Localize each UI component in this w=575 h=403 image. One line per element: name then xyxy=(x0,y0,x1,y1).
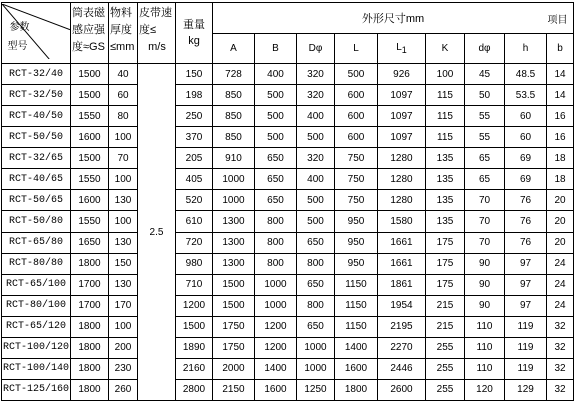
dim-cell: 750 xyxy=(335,190,378,211)
dim-cell: 400 xyxy=(297,169,335,190)
dim-cell: 55 xyxy=(465,106,505,127)
dim-cell: 2600 xyxy=(378,379,426,400)
dim-cell: 1000 xyxy=(255,274,297,295)
dim-col-K: K xyxy=(426,34,465,64)
dim-cell: 1097 xyxy=(378,106,426,127)
material-cell: 230 xyxy=(109,358,138,379)
dim-cell: 1500 xyxy=(213,295,255,316)
dim-cell: 800 xyxy=(255,232,297,253)
weight-cell: 2800 xyxy=(176,379,213,400)
weight-cell: 520 xyxy=(176,190,213,211)
model-cell: RCT-40/65 xyxy=(2,169,71,190)
material-cell: 100 xyxy=(109,211,138,232)
dim-col-B: B xyxy=(255,34,297,64)
dim-cell: 32 xyxy=(547,337,574,358)
table-row xyxy=(2,211,574,232)
dim-cell: 2000 xyxy=(213,358,255,379)
dim-cell: 70 xyxy=(465,211,505,232)
dim-cell: 32 xyxy=(547,379,574,400)
dim-cell: 1750 xyxy=(213,337,255,358)
dim-cell: 800 xyxy=(255,211,297,232)
table-row xyxy=(2,232,574,253)
weight-cell: 405 xyxy=(176,169,213,190)
material-cell: 40 xyxy=(109,64,138,85)
dim-cell: 215 xyxy=(426,316,465,337)
dim-cell: 500 xyxy=(255,85,297,106)
table-row xyxy=(2,316,574,337)
dim-cell: 1300 xyxy=(213,253,255,274)
header-magnet-strength: 筒表磁 感应强 度≈GS xyxy=(71,3,109,64)
dim-cell: 1500 xyxy=(213,274,255,295)
model-cell: RCT-100/120 xyxy=(2,337,71,358)
weight-cell: 370 xyxy=(176,127,213,148)
model-cell: RCT-50/50 xyxy=(2,127,71,148)
dim-cell: 60 xyxy=(505,127,547,148)
dim-cell: 14 xyxy=(547,85,574,106)
table-row xyxy=(2,169,574,190)
table-row xyxy=(2,337,574,358)
magnet-cell: 1700 xyxy=(71,274,109,295)
material-cell: 60 xyxy=(109,85,138,106)
dim-cell: 320 xyxy=(297,64,335,85)
material-cell: 170 xyxy=(109,295,138,316)
magnet-cell: 1600 xyxy=(71,190,109,211)
dim-cell: 1150 xyxy=(335,295,378,316)
magnet-cell: 1800 xyxy=(71,358,109,379)
dim-cell: 110 xyxy=(465,358,505,379)
magnet-cell: 1500 xyxy=(71,64,109,85)
dim-cell: 1300 xyxy=(213,232,255,253)
dim-cell: 600 xyxy=(335,106,378,127)
table-row xyxy=(2,85,574,106)
dim-cell: 650 xyxy=(255,148,297,169)
model-cell: RCT-50/65 xyxy=(2,190,71,211)
dim-cell: 950 xyxy=(335,253,378,274)
dim-cell: 2150 xyxy=(213,379,255,400)
dim-cell: 320 xyxy=(297,85,335,106)
dim-cell: 20 xyxy=(547,190,574,211)
dim-cell: 850 xyxy=(213,106,255,127)
dim-cell: 69 xyxy=(505,169,547,190)
material-cell: 130 xyxy=(109,190,138,211)
weight-cell: 250 xyxy=(176,106,213,127)
dim-cell: 750 xyxy=(335,169,378,190)
dim-cell: 120 xyxy=(465,379,505,400)
dim-cell: 69 xyxy=(505,148,547,169)
dim-col-h: h xyxy=(505,34,547,64)
dim-cell: 175 xyxy=(426,232,465,253)
header-model-label: 型号 xyxy=(7,40,28,52)
dim-cell: 1861 xyxy=(378,274,426,295)
material-cell: 260 xyxy=(109,379,138,400)
dim-cell: 500 xyxy=(335,64,378,85)
dim-cell: 65 xyxy=(465,148,505,169)
dim-cell: 1097 xyxy=(378,127,426,148)
dim-cell: 90 xyxy=(465,295,505,316)
weight-cell: 980 xyxy=(176,253,213,274)
weight-cell: 1890 xyxy=(176,337,213,358)
dim-cell: 255 xyxy=(426,358,465,379)
dim-cell: 2195 xyxy=(378,316,426,337)
weight-cell: 1500 xyxy=(176,316,213,337)
dim-cell: 2270 xyxy=(378,337,426,358)
magnet-cell: 1800 xyxy=(71,337,109,358)
magnet-cell: 1650 xyxy=(71,232,109,253)
table-row xyxy=(2,274,574,295)
model-cell: RCT-32/50 xyxy=(2,85,71,106)
dim-cell: 55 xyxy=(465,127,505,148)
dim-cell: 119 xyxy=(505,337,547,358)
weight-cell: 2160 xyxy=(176,358,213,379)
weight-cell: 205 xyxy=(176,148,213,169)
dim-cell: 32 xyxy=(547,316,574,337)
magnet-cell: 1800 xyxy=(71,253,109,274)
dim-cell: 60 xyxy=(505,106,547,127)
dim-col-L: L xyxy=(335,34,378,64)
dim-cell: 500 xyxy=(297,211,335,232)
dim-cell: 135 xyxy=(426,190,465,211)
dim-cell: 215 xyxy=(426,295,465,316)
dim-cell: 119 xyxy=(505,316,547,337)
magnet-cell: 1550 xyxy=(71,106,109,127)
table-row xyxy=(2,190,574,211)
dim-cell: 2446 xyxy=(378,358,426,379)
dim-cell: 800 xyxy=(297,295,335,316)
dim-cell: 50 xyxy=(465,85,505,106)
dim-cell: 115 xyxy=(426,85,465,106)
table-row xyxy=(2,295,574,316)
dim-cell: 650 xyxy=(297,316,335,337)
dim-cell: 16 xyxy=(547,127,574,148)
dim-cell: 926 xyxy=(378,64,426,85)
dim-cell: 32 xyxy=(547,358,574,379)
dim-cell: 1150 xyxy=(335,274,378,295)
table-row xyxy=(2,358,574,379)
magnet-cell: 1700 xyxy=(71,295,109,316)
material-cell: 200 xyxy=(109,337,138,358)
dim-col-A: A xyxy=(213,34,255,64)
dim-cell: 500 xyxy=(255,127,297,148)
dim-cell: 1000 xyxy=(213,190,255,211)
dim-cell: 14 xyxy=(547,64,574,85)
dim-cell: 1661 xyxy=(378,232,426,253)
material-cell: 130 xyxy=(109,232,138,253)
weight-cell: 150 xyxy=(176,64,213,85)
dim-cell: 115 xyxy=(426,127,465,148)
magnet-cell: 1800 xyxy=(71,316,109,337)
dim-cell: 53.5 xyxy=(505,85,547,106)
dim-cell: 20 xyxy=(547,232,574,253)
dim-cell: 129 xyxy=(505,379,547,400)
model-cell: RCT-65/100 xyxy=(2,274,71,295)
dim-col-L1: $L_1$ xyxy=(378,34,426,64)
magnet-cell: 1500 xyxy=(71,85,109,106)
dim-cell: 650 xyxy=(255,169,297,190)
dim-cell: 48.5 xyxy=(505,64,547,85)
dim-cell: 70 xyxy=(465,232,505,253)
model-cell: RCT-50/80 xyxy=(2,211,71,232)
dim-cell: 90 xyxy=(465,274,505,295)
dim-cell: 255 xyxy=(426,379,465,400)
dim-cell: 1000 xyxy=(297,358,335,379)
dim-cell: 45 xyxy=(465,64,505,85)
dim-cell: 850 xyxy=(213,85,255,106)
model-cell: RCT-80/80 xyxy=(2,253,71,274)
dim-cell: 600 xyxy=(335,85,378,106)
table-row xyxy=(2,64,574,85)
model-cell: RCT-40/50 xyxy=(2,106,71,127)
spec-table xyxy=(1,2,574,401)
material-cell: 80 xyxy=(109,106,138,127)
dim-cell: 97 xyxy=(505,253,547,274)
dim-cell: 1661 xyxy=(378,253,426,274)
dim-cell: 110 xyxy=(465,316,505,337)
material-cell: 100 xyxy=(109,169,138,190)
model-cell: RCT-125/160 xyxy=(2,379,71,400)
dim-cell: 500 xyxy=(297,127,335,148)
magnet-cell: 1800 xyxy=(71,379,109,400)
dim-cell: 1000 xyxy=(255,295,297,316)
dim-cell: 24 xyxy=(547,295,574,316)
dim-cell: 1600 xyxy=(255,379,297,400)
dim-cell: 1280 xyxy=(378,190,426,211)
dim-cell: 950 xyxy=(335,232,378,253)
dim-cell: 800 xyxy=(255,253,297,274)
dim-cell: 800 xyxy=(297,253,335,274)
belt-speed-cell: 2.5 xyxy=(138,64,176,401)
dim-cell: 1000 xyxy=(213,169,255,190)
dim-cell: 750 xyxy=(335,148,378,169)
model-cell: RCT-65/80 xyxy=(2,232,71,253)
dim-cell: 650 xyxy=(297,274,335,295)
dim-cell: 1400 xyxy=(255,358,297,379)
dim-cell: 1150 xyxy=(335,316,378,337)
dim-cell: 500 xyxy=(297,190,335,211)
dim-cell: 90 xyxy=(465,253,505,274)
material-cell: 100 xyxy=(109,316,138,337)
dim-cell: 650 xyxy=(297,232,335,253)
dim-cell: 76 xyxy=(505,190,547,211)
dim-col-D: Dφ xyxy=(297,34,335,64)
dim-cell: 18 xyxy=(547,169,574,190)
dim-col-b: b xyxy=(547,34,574,64)
header-material-thickness: 物料 厚度 ≤mm xyxy=(109,3,138,64)
magnet-cell: 1500 xyxy=(71,148,109,169)
magnet-cell: 1550 xyxy=(71,169,109,190)
dim-cell: 135 xyxy=(426,211,465,232)
dim-cell: 500 xyxy=(255,106,297,127)
dim-cell: 1097 xyxy=(378,85,426,106)
dim-cell: 24 xyxy=(547,253,574,274)
dim-cell: 1800 xyxy=(335,379,378,400)
weight-cell: 720 xyxy=(176,232,213,253)
table-row xyxy=(2,127,574,148)
material-cell: 150 xyxy=(109,253,138,274)
dim-cell: 400 xyxy=(297,106,335,127)
dim-cell: 20 xyxy=(547,211,574,232)
dim-cell: 97 xyxy=(505,295,547,316)
dim-cell: 16 xyxy=(547,106,574,127)
dim-col-d: dφ xyxy=(465,34,505,64)
dim-cell: 175 xyxy=(426,253,465,274)
material-cell: 100 xyxy=(109,127,138,148)
dim-cell: 1280 xyxy=(378,169,426,190)
dim-cell: 910 xyxy=(213,148,255,169)
dim-cell: 119 xyxy=(505,358,547,379)
model-cell: RCT-80/100 xyxy=(2,295,71,316)
dim-cell: 1400 xyxy=(335,337,378,358)
dim-cell: 1750 xyxy=(213,316,255,337)
dim-cell: 1300 xyxy=(213,211,255,232)
dim-cell: 1600 xyxy=(335,358,378,379)
dim-cell: 600 xyxy=(335,127,378,148)
model-cell: RCT-65/120 xyxy=(2,316,71,337)
dim-cell: 76 xyxy=(505,232,547,253)
table-row xyxy=(2,253,574,274)
model-cell: RCT-100/140 xyxy=(2,358,71,379)
dim-cell: 76 xyxy=(505,211,547,232)
dim-cell: 18 xyxy=(547,148,574,169)
dim-cell: 135 xyxy=(426,169,465,190)
dim-cell: 1200 xyxy=(255,337,297,358)
table-row xyxy=(2,106,574,127)
dim-cell: 1280 xyxy=(378,148,426,169)
dim-cell: 110 xyxy=(465,337,505,358)
dim-cell: 255 xyxy=(426,337,465,358)
header-param-label: 参数 xyxy=(9,21,30,33)
dim-cell: 1000 xyxy=(297,337,335,358)
header-diagonal-cell: 项目 参数 型号 xyxy=(2,3,71,64)
magnet-cell: 1550 xyxy=(71,211,109,232)
dim-cell: 175 xyxy=(426,274,465,295)
table-row xyxy=(2,148,574,169)
weight-cell: 1200 xyxy=(176,295,213,316)
header-belt-speed: 皮带速 度≤ m/s xyxy=(138,3,176,64)
dim-cell: 728 xyxy=(213,64,255,85)
dim-cell: 1250 xyxy=(297,379,335,400)
header-dimensions-title: 外形尺寸mm xyxy=(213,3,574,34)
weight-cell: 710 xyxy=(176,274,213,295)
dim-cell: 1200 xyxy=(255,316,297,337)
table-row xyxy=(2,379,574,400)
dim-cell: 100 xyxy=(426,64,465,85)
dim-cell: 950 xyxy=(335,211,378,232)
dim-cell: 400 xyxy=(255,64,297,85)
dim-cell: 70 xyxy=(465,190,505,211)
dim-cell: 97 xyxy=(505,274,547,295)
material-cell: 130 xyxy=(109,274,138,295)
header-weight: 重量 kg xyxy=(176,3,213,64)
magnet-cell: 1600 xyxy=(71,127,109,148)
dim-cell: 1580 xyxy=(378,211,426,232)
dim-cell: 1954 xyxy=(378,295,426,316)
dim-cell: 24 xyxy=(547,274,574,295)
weight-cell: 198 xyxy=(176,85,213,106)
material-cell: 70 xyxy=(109,148,138,169)
dim-cell: 115 xyxy=(426,106,465,127)
dim-cell: 320 xyxy=(297,148,335,169)
dim-cell: 135 xyxy=(426,148,465,169)
model-cell: RCT-32/40 xyxy=(2,64,71,85)
model-cell: RCT-32/65 xyxy=(2,148,71,169)
dim-cell: 650 xyxy=(255,190,297,211)
weight-cell: 610 xyxy=(176,211,213,232)
dim-cell: 65 xyxy=(465,169,505,190)
dim-cell: 850 xyxy=(213,127,255,148)
